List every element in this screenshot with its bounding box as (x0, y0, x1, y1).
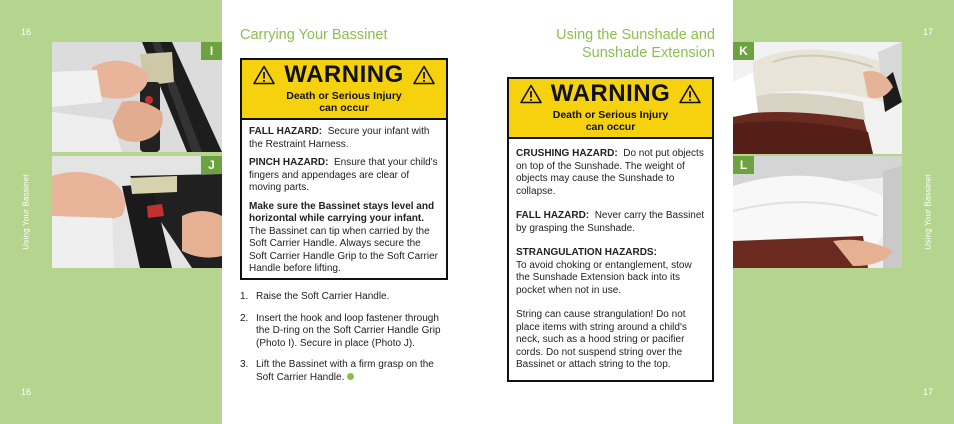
photo-j (52, 156, 222, 268)
warning-body (509, 139, 712, 378)
photo-label-j: J (201, 156, 222, 174)
photo-i-image (52, 42, 222, 152)
photo-i (52, 42, 222, 152)
warning-paragraph: Make sure the Bassinet stays level and horizontal while carrying your infant. The Bassinet can tip when carried by the Soft Carrier Handle. Always secure the Soft Carrier Handle Grip to the Soft Carrier Handle before lifting. (249, 200, 438, 274)
sidebar-section-label: Using Your Bassinet (21, 174, 31, 250)
list-item: 2. Insert the hook and loop fastener through the D-ring on the Soft Carrier Handle Grip (Photo I). Secure in place (Photo J). (240, 312, 441, 349)
warning-subtitle: Death or Serious Injury can occur (286, 90, 402, 114)
page-number-bottom: 16 (20, 387, 31, 397)
warning-paragraph: String can cause strangulation! Do not place items with string around a child's neck, such as a hood string or pacifier cords. Do not suspend string over the Bassinet or attach string to the top. (516, 309, 687, 370)
photo-k-image (733, 42, 902, 154)
warning-paragraph: PINCH HAZARD: Ensure that your child's fingers and appendages are clear of moving parts. (249, 157, 438, 193)
list-item: 3. Lift the Bassinet with a firm grasp on the Soft Carrier Handle. (240, 359, 434, 383)
photo-k (733, 42, 902, 154)
warning-box-left (240, 58, 448, 280)
photo-label-i: I (201, 42, 222, 60)
left-sidebar (0, 0, 52, 424)
warning-paragraph: FALL HAZARD: Secure your infant with the Restraint Harness. (249, 126, 430, 150)
photo-j-image (52, 156, 222, 268)
page-number-top: 17 (922, 27, 933, 37)
warning-triangle-icon (253, 65, 275, 85)
warning-paragraph: CRUSHING HAZARD: Do not put objects on top of the Sunshade. The weight of objects may cause the Sunshade to collapse. (516, 148, 704, 197)
right-sidebar (902, 0, 954, 424)
page-heading-carrying-bassinet: Carrying Your Bassinet (240, 27, 388, 43)
warning-paragraph: FALL HAZARD: Never carry the Bassinet by grasping the Sunshade. (516, 210, 705, 234)
warning-triangle-icon (413, 65, 435, 85)
page-number-top: 16 (20, 27, 31, 37)
warning-title: WARNING (284, 61, 404, 88)
end-of-section-dot-icon (347, 373, 354, 380)
page-heading-sunshade: Using the Sunshade and Sunshade Extension (556, 27, 715, 61)
photo-label-l: L (733, 156, 754, 174)
warning-subtitle: Death or Serious Injury can occur (552, 109, 669, 133)
right-photo-panel (733, 0, 902, 424)
warning-header (242, 60, 446, 120)
warning-title: WARNING (550, 80, 671, 107)
photo-l (733, 156, 902, 268)
instruction-steps (240, 291, 452, 393)
warning-triangle-icon (679, 84, 701, 104)
left-photo-panel (52, 0, 222, 424)
list-item: 1. Raise the Soft Carrier Handle. (240, 291, 390, 302)
warning-body (242, 120, 446, 288)
warning-header (509, 79, 712, 139)
warning-triangle-icon (520, 84, 542, 104)
page-number-bottom: 17 (922, 387, 933, 397)
warning-box-right (507, 77, 714, 382)
sidebar-section-label: Using Your Bassinet (923, 174, 933, 250)
photo-label-k: K (733, 42, 754, 60)
photo-l-image (733, 156, 902, 268)
warning-paragraph: STRANGULATION HAZARDS: To avoid choking or entanglement, stow the Sunshade Extension back into its pocket when not in use. (516, 247, 692, 296)
